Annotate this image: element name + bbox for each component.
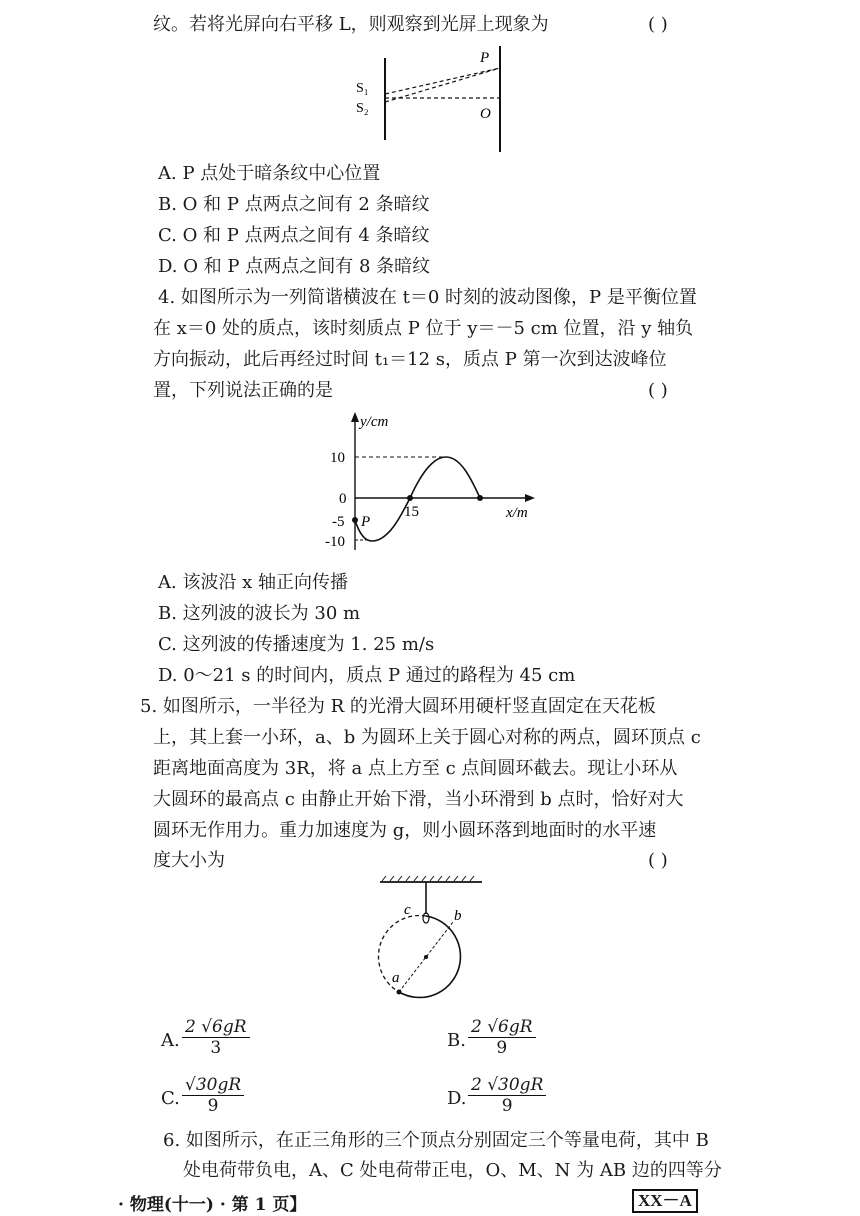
xlabel: x/m <box>506 505 528 521</box>
q4-option-a: A. 该波沿 x 轴正向传播 <box>158 572 349 593</box>
q5-option-c-label: C. <box>161 1088 180 1109</box>
label-p: P <box>480 50 490 66</box>
q5-option-d-denominator: 9 <box>501 1096 513 1116</box>
label-p: P <box>361 514 371 530</box>
q5-line-1: 5. 如图所示，一半径为 R 的光滑大圆环用硬杆竖直固定在天花板 <box>140 696 656 717</box>
ray-s1-p <box>385 68 500 94</box>
tick-y-neg10: -10 <box>325 534 345 550</box>
q3-option-a: A. P 点处于暗条纹中心位置 <box>158 163 381 184</box>
label-s1: S₁ <box>356 81 369 96</box>
q4-answer-paren: ( ) <box>648 380 668 401</box>
ray-s2-p <box>385 68 500 102</box>
q5-option-a-label: A. <box>161 1030 180 1051</box>
q6-line-2: 处电荷带负电，A、C 处电荷带正电，O、M、N 为 AB 边的四等分 <box>183 1160 722 1181</box>
q5-line-6: 度大小为 <box>153 850 225 871</box>
point-a <box>397 990 402 995</box>
q5-option-a-denominator: 3 <box>210 1038 222 1058</box>
q5-option-d-fraction <box>468 1075 546 1116</box>
cut-arc <box>378 915 426 992</box>
q5-option-b-denominator: 9 <box>496 1038 508 1058</box>
wave-curve <box>355 457 480 541</box>
double-slit-figure <box>340 40 530 158</box>
ceiling-hatch <box>382 876 474 881</box>
q5-option-d-label: D. <box>447 1088 467 1109</box>
q5-option-d-numerator: 2 √30gR <box>468 1075 546 1096</box>
y-axis-arrow <box>351 412 359 422</box>
q5-line-4: 大圆环的最高点 c 由静止开始下滑，当小环滑到 b 点时，恰好对大 <box>153 789 684 810</box>
small-ring <box>423 913 429 923</box>
label-o: O <box>480 106 491 122</box>
q6-line-1: 6. 如图所示，在正三角形的三个顶点分别固定三个等量电荷，其中 B <box>163 1130 709 1151</box>
q5-option-c-numerator: √30gR <box>182 1075 244 1096</box>
label-c: c <box>404 902 411 918</box>
point-x15 <box>407 495 413 501</box>
q4-option-c: C. 这列波的传播速度为 1. 25 m/s <box>158 634 435 655</box>
q3-stem-tail: 纹。若将光屏向右平移 L，则观察到光屏上现象为 <box>153 14 549 35</box>
tick-y0: 0 <box>339 491 347 507</box>
q5-option-c-denominator: 9 <box>207 1096 219 1116</box>
tick-y-neg5: -5 <box>332 514 345 530</box>
q5-option-c-fraction <box>182 1075 244 1116</box>
q5-option-b-numerator: 2 √6gR <box>468 1017 536 1038</box>
q3-option-d: D. O 和 P 点两点之间有 8 条暗纹 <box>158 256 431 277</box>
label-s2: S₂ <box>356 101 369 116</box>
point-p <box>352 517 358 523</box>
center-point <box>424 955 428 959</box>
q3-option-b: B. O 和 P 点两点之间有 2 条暗纹 <box>158 194 430 215</box>
q5-option-b-fraction <box>468 1017 536 1058</box>
label-a: a <box>392 970 400 986</box>
x-axis-arrow <box>525 494 535 502</box>
ring-arc <box>399 916 460 997</box>
q5-option-a-fraction <box>182 1017 250 1058</box>
tick-y10: 10 <box>330 450 345 466</box>
q3-option-c: C. O 和 P 点两点之间有 4 条暗纹 <box>158 225 430 246</box>
q5-line-2: 上，其上套一小环，a、b 为圆环上关于圆心对称的两点，圆环顶点 c <box>153 727 701 748</box>
q5-line-3: 距离地面高度为 3R，将 a 点上方至 c 点间圆环截去。现让小环从 <box>153 758 678 779</box>
q5-answer-paren: ( ) <box>648 850 668 871</box>
q5-line-5: 圆环无作用力。重力加速度为 g，则小圆环落到地面时的水平速 <box>153 820 657 841</box>
ylabel: y/cm <box>360 414 389 430</box>
tick-x15: 15 <box>404 504 419 520</box>
q5-option-b-label: B. <box>447 1030 466 1051</box>
q5-option-a-numerator: 2 √6gR <box>182 1017 250 1038</box>
q4-line-3: 方向振动，此后再经过时间 t₁＝12 s，质点 P 第一次到达波峰位 <box>153 349 667 370</box>
q4-line-2: 在 x＝0 处的质点，该时刻质点 P 位于 y＝－5 cm 位置，沿 y 轴负 <box>153 318 694 339</box>
q4-option-b: B. 这列波的波长为 30 m <box>158 603 361 624</box>
q4-line-1: 4. 如图所示为一列简谐横波在 t＝0 时刻的波动图像，P 是平衡位置 <box>158 287 697 308</box>
q4-line-4: 置，下列说法正确的是 <box>153 380 333 401</box>
footer-page-info: · 物理(十一) · 第 1 页】 <box>118 1195 307 1215</box>
q4-option-d: D. 0～21 s 的时间内，质点 P 通过的路程为 45 cm <box>158 665 576 686</box>
q3-answer-paren: ( ) <box>648 14 668 35</box>
wave-graph <box>320 410 540 555</box>
ring-figure <box>370 870 490 1005</box>
point-x-end <box>477 495 483 501</box>
label-b: b <box>454 908 462 924</box>
footer-paper-code: XX－A <box>632 1189 698 1213</box>
